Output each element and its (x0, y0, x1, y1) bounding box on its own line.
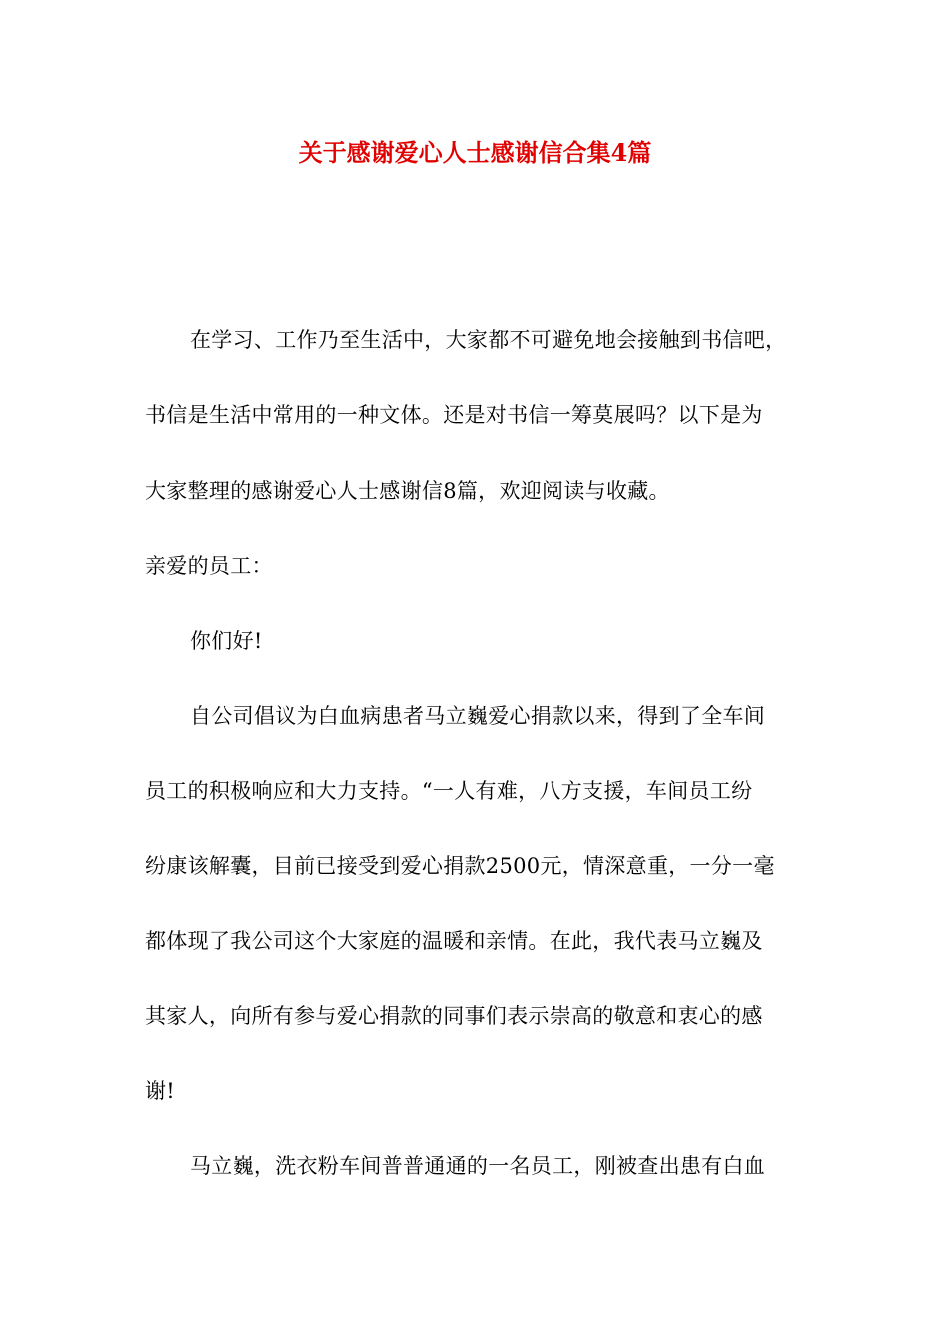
greeting: 你们好! (190, 629, 263, 653)
intro-line-3: 大家整理的感谢爱心人士感谢信8篇，欢迎阅读与收藏。 (145, 479, 670, 503)
salutation: 亲爱的员工： (145, 554, 273, 578)
intro-line-1: 在学习、工作乃至生活中，大家都不可避免地会接触到书信吧， (190, 328, 787, 352)
body-line-5: 其家人，向所有参与爱心捐款的同事们表示崇高的敬意和衷心的感 (145, 1004, 763, 1028)
body-line-6: 谢! (145, 1079, 176, 1103)
body-line-4: 都体现了我公司这个大家庭的温暖和亲情。在此，我代表马立巍及 (145, 929, 763, 953)
body-line-7: 马立巍，洗衣粉车间普普通通的一名员工，刚被查出患有白血 (190, 1154, 766, 1178)
body-line-1: 自公司倡议为白血病患者马立巍爱心捐款以来，得到了全车间 (190, 704, 766, 728)
body-line-3: 纷康该解囊，目前已接受到爱心捐款2500元，情深意重，一分一毫 (145, 854, 775, 878)
document-title: 关于感谢爱心人士感谢信合集4篇 (298, 138, 652, 167)
intro-line-2: 书信是生活中常用的一种文体。还是对书信一筹莫展吗？以下是为 (145, 403, 763, 427)
body-line-2: 员工的积极响应和大力支持。“一人有难，八方支援，车间员工纷 (145, 779, 753, 803)
